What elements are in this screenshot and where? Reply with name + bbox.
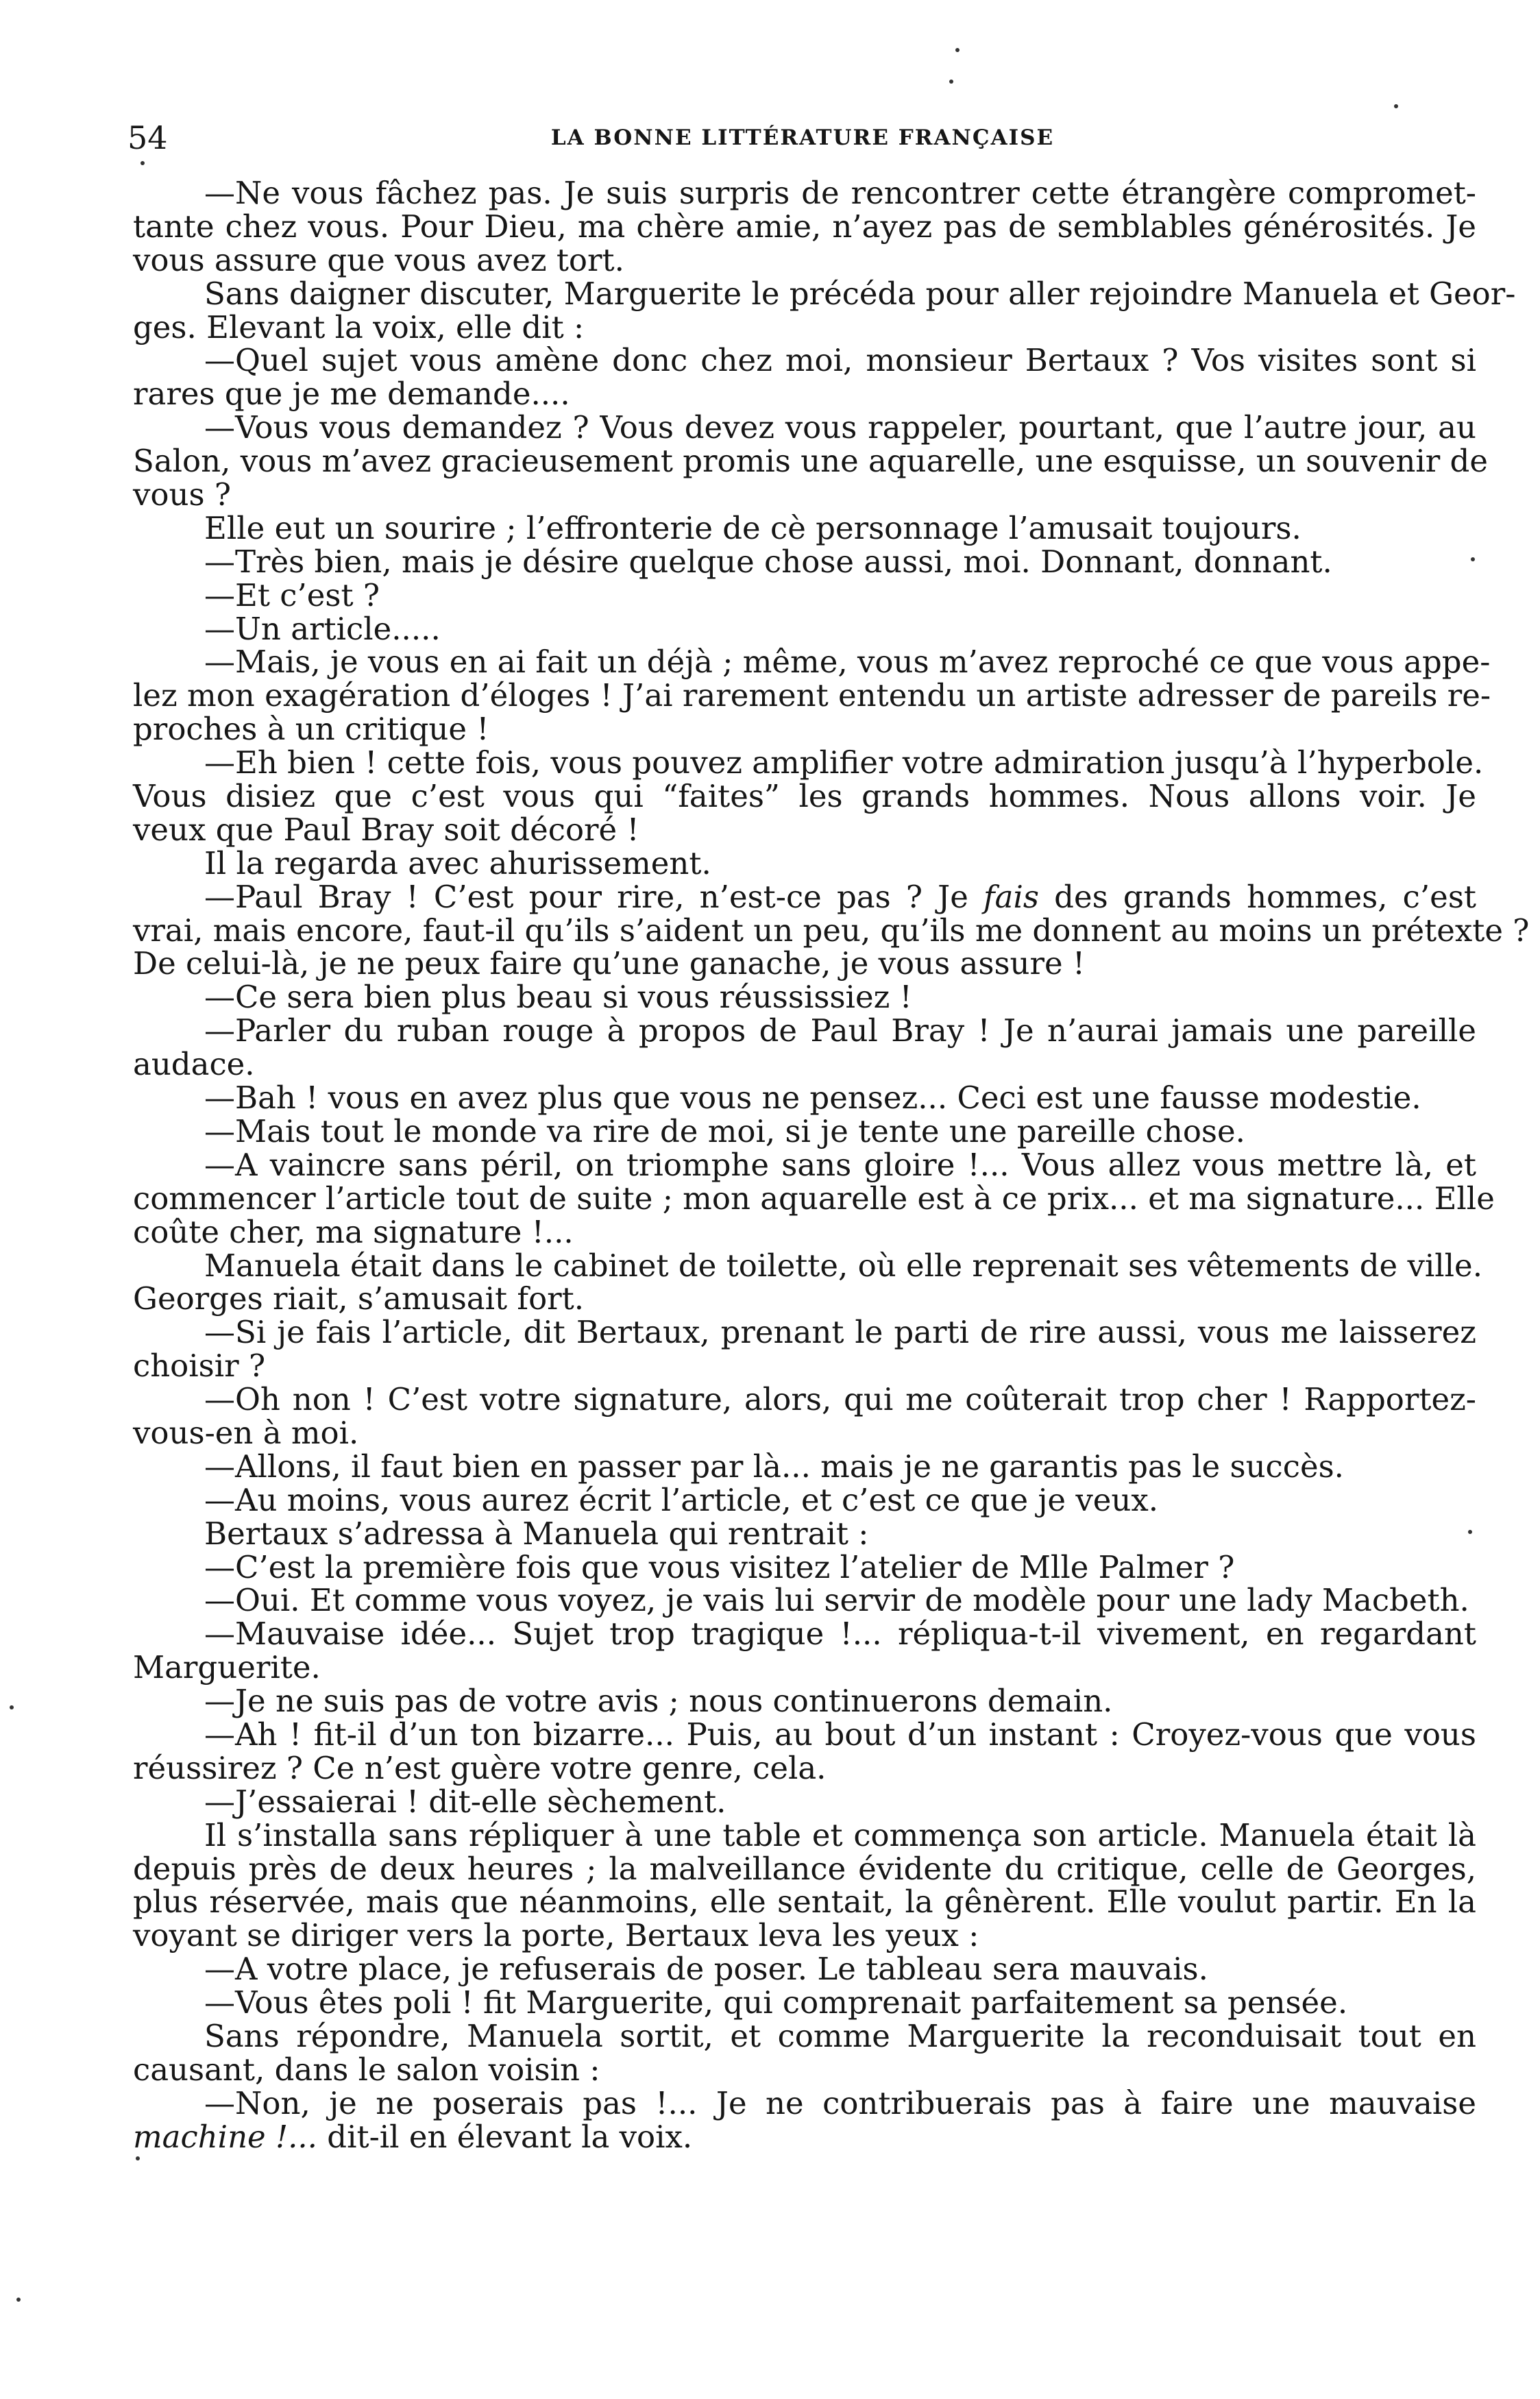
page-header (127, 115, 1478, 160)
text-line: —A vaincre sans péril, on triomphe sans gloire !... Vous allez vous mettre là, et (204, 1146, 1476, 1183)
text-line: —Mauvaise idée... Sujet trop tragique !... répliqua-t-il vivement, en regardant (204, 1616, 1476, 1653)
text-line: veux que Paul Bray soit décoré ! (133, 811, 639, 848)
print-speck (1394, 104, 1398, 108)
text-line: De celui-là, je ne peux faire qu’une ganache, je vous assure ! (133, 945, 1086, 982)
text-line: —Un article..... (204, 610, 441, 647)
text-line: —Si je fais l’article, dit Bertaux, prenant le parti de rire aussi, vous me laisserez (204, 1314, 1476, 1351)
text-line: —Oui. Et comme vous voyez, je vais lui servir de modèle pour une lady Macbeth. (204, 1582, 1469, 1619)
text-line: —Parler du ruban rouge à propos de Paul Bray ! Je n’aurai jamais une pareille (204, 1012, 1476, 1049)
text-line: Il la regarda avec ahurissement. (204, 844, 711, 881)
text-line: choisir ? (133, 1348, 266, 1385)
text-line: —C’est la première fois que vous visitez l’atelier de Mlle Palmer ? (204, 1548, 1235, 1585)
print-speck (10, 1705, 14, 1709)
text-line: Sans répondre, Manuela sortit, et comme Marguerite la reconduisait tout en (204, 2017, 1476, 2054)
running-title: LA BONNE LITTÉRATURE FRANÇAISE (550, 125, 1055, 150)
text-line: plus réservée, mais que néanmoins, elle sentait, la gênèrent. Elle voulut partir. En la (133, 1884, 1476, 1921)
text-line: machine !... dit-il en élevant la voix. (133, 2118, 693, 2155)
text-line: —Quel sujet vous amène donc chez moi, monsieur Bertaux ? Vos visites sont si (204, 342, 1476, 379)
text-line: —Mais, je vous en ai fait un déjà ; même, vous m’avez reproché ce que vous appe- (204, 644, 1491, 681)
text-line: rares que je me demande.... (133, 376, 570, 413)
text-line: Marguerite. (133, 1649, 321, 1686)
text-line: coûte cher, ma signature !... (133, 1213, 574, 1250)
text-line: Bertaux s’adressa à Manuela qui rentrait : (204, 1515, 869, 1552)
print-speck (16, 2298, 21, 2302)
text-line: Il s’installa sans répliquer à une table et commença son article. Manuela était là (204, 1816, 1476, 1853)
text-line: commencer l’article tout de suite ; mon aquarelle est à ce prix... et ma signature... Elle (133, 1180, 1495, 1217)
body-text (133, 175, 1530, 2155)
italic-word: fais (983, 878, 1039, 915)
text-line: —Bah ! vous en avez plus que vous ne pensez... Ceci est une fausse modestie. (204, 1080, 1421, 1117)
text-line: —Ne vous fâchez pas. Je suis surpris de rencontrer cette étrangère compromet- (204, 175, 1476, 211)
text-line: —Très bien, mais je désire quelque chose aussi, moi. Donnant, donnant. (204, 543, 1332, 580)
text-line: Vous disiez que c’est vous qui “faites” les grands hommes. Nous allons voir. Je (133, 778, 1476, 815)
text-line: ges. Elevant la voix, elle dit : (133, 308, 585, 345)
text-line: —A votre place, je refuserais de poser. Le tableau sera mauvais. (204, 1951, 1208, 1988)
text-line: voyant se diriger vers la porte, Bertaux leva les yeux : (133, 1917, 979, 1954)
text-line: —Vous êtes poli ! fit Marguerite, qui comprenait parfaitement sa pensée. (204, 1984, 1348, 2021)
text-line: —Ah ! fit-il d’un ton bizarre... Puis, au bout d’un instant : Croyez-vous que vous (204, 1716, 1476, 1753)
text-line: —Et c’est ? (204, 576, 380, 613)
print-speck (136, 2156, 140, 2160)
text-line: —Je ne suis pas de votre avis ; nous continuerons demain. (204, 1683, 1113, 1720)
text-line: —Mais tout le monde va rire de moi, si je tente une pareille chose. (204, 1112, 1245, 1149)
text-line: Manuela était dans le cabinet de toilette, où elle reprenait ses vêtements de ville. (204, 1247, 1482, 1284)
text-line: vous assure que vous avez tort. (133, 241, 624, 278)
text-line: —Oh non ! C’est votre signature, alors, qui me coûterait trop cher ! Rapportez- (204, 1381, 1476, 1418)
text-line: —Au moins, vous aurez écrit l’article, et c’est ce que je veux. (204, 1481, 1159, 1518)
text-line: —Vous vous demandez ? Vous devez vous rappeler, pourtant, que l’autre jour, au (204, 409, 1476, 446)
text-line: —Paul Bray ! C’est pour rire, n’est-ce pas ? Je fais des grands hommes, c’est (204, 878, 1476, 915)
text-line: Georges riait, s’amusait fort. (133, 1280, 585, 1317)
text-line: —Ce sera bien plus beau si vous réussissiez ! (204, 979, 912, 1016)
text-line: audace. (133, 1046, 255, 1083)
print-speck (949, 80, 953, 84)
italic-word: machine !... (133, 2118, 317, 2155)
text-line: tante chez vous. Pour Dieu, ma chère amie, n’ayez pas de semblables générosités. Je (133, 208, 1476, 245)
text-line: —Non, je ne poserais pas !... Je ne contribuerais pas à faire une mauvaise (204, 2084, 1476, 2121)
print-speck (140, 161, 145, 165)
text-line: vous-en à moi. (133, 1414, 359, 1451)
text-line: —J’essaierai ! dit-elle sèchement. (204, 1783, 726, 1820)
text-line: lez mon exagération d’éloges ! J’ai rarement entendu un artiste adresser de pareils re- (133, 677, 1491, 714)
text-line: vrai, mais encore, faut-il qu’ils s’aident un peu, qu’ils me donnent au moins un prétexte ? (133, 912, 1530, 949)
text-line: depuis près de deux heures ; la malveillance évidente du critique, celle de Georges, (133, 1850, 1476, 1887)
print-speck (1468, 1530, 1472, 1534)
print-speck (1471, 557, 1475, 561)
text-line: vous ? (133, 476, 232, 513)
page-number: 54 (127, 119, 168, 156)
text-line: —Allons, il faut bien en passer par là... mais je ne garantis pas le succès. (204, 1448, 1344, 1485)
text-line: proches à un critique ! (133, 711, 489, 748)
text-line: Elle eut un sourire ; l’effronterie de cè personnage l’amusait toujours. (204, 509, 1301, 546)
text-line: réussirez ? Ce n’est guère votre genre, cela. (133, 1749, 827, 1786)
text-line: causant, dans le salon voisin : (133, 2051, 600, 2088)
text-line: Salon, vous m’avez gracieusement promis une aquarelle, une esquisse, un souvenir de (133, 443, 1488, 480)
text-line: —Eh bien ! cette fois, vous pouvez amplifier votre admiration jusqu’à l’hyperbole. (204, 744, 1484, 781)
print-speck (955, 48, 960, 52)
text-line: Sans daigner discuter, Marguerite le précéda pour aller rejoindre Manuela et Geor- (204, 275, 1516, 312)
